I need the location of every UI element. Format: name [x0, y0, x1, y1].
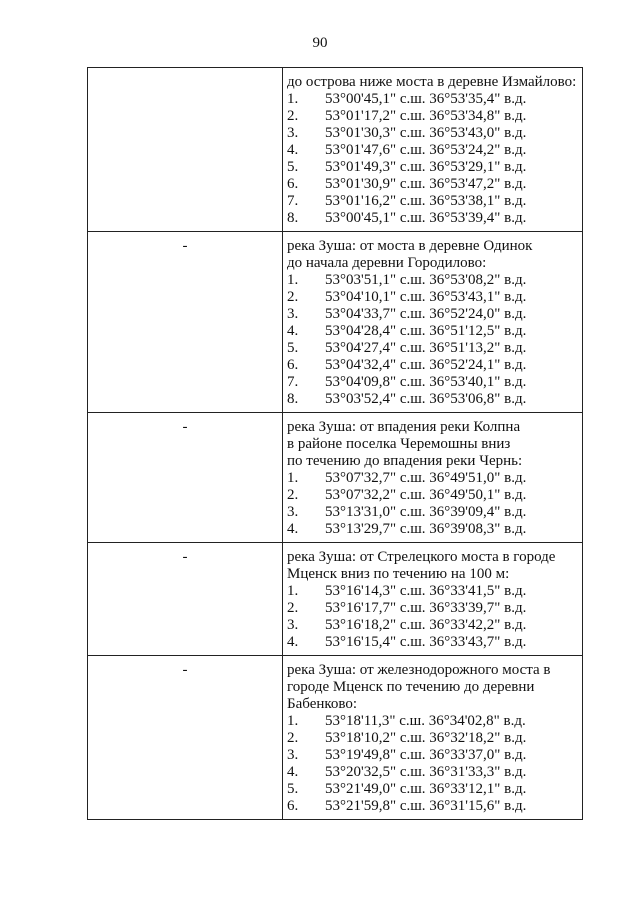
coordinate-value: 53°01'47,6" с.ш. 36°53'24,2" в.д. — [325, 142, 527, 158]
coordinate-index: 5. — [287, 781, 299, 797]
coordinate-item — [287, 289, 578, 306]
coordinate-item — [287, 583, 578, 600]
coordinate-item — [287, 487, 578, 504]
coordinate-value: 53°04'09,8" с.ш. 36°53'40,1" в.д. — [325, 374, 527, 390]
coordinate-item — [287, 521, 578, 538]
section-description-line: река Зуша: от впадения реки Колпна — [287, 419, 521, 435]
coordinate-item — [287, 798, 578, 815]
row-marker — [88, 68, 282, 74]
coordinate-item — [287, 504, 578, 521]
table-body — [88, 68, 583, 820]
coordinate-value: 53°00'45,1" с.ш. 36°53'35,4" в.д. — [325, 91, 527, 107]
coordinate-value: 53°04'28,4" с.ш. 36°51'12,5" в.д. — [325, 323, 527, 339]
coordinate-index: 3. — [287, 125, 299, 141]
coordinate-value: 53°16'18,2" с.ш. 36°33'42,2" в.д. — [325, 617, 527, 633]
coordinate-item — [287, 142, 578, 159]
coordinate-item — [287, 323, 578, 340]
coordinate-index: 1. — [287, 583, 299, 599]
coordinate-item — [287, 357, 578, 374]
page-number: 90 — [312, 35, 328, 51]
coordinate-value: 53°04'27,4" с.ш. 36°51'13,2" в.д. — [325, 340, 527, 356]
coordinate-item — [287, 730, 578, 747]
coordinate-item — [287, 470, 578, 487]
section-description-line: городе Мценск по течению до деревни — [287, 679, 535, 695]
section-description-line: до острова ниже моста в деревне Измайлово: — [287, 74, 577, 90]
coordinates-table — [87, 67, 583, 820]
section-description-line: по течению до впадения реки Чернь: — [287, 453, 523, 469]
coordinate-item — [287, 374, 578, 391]
coordinate-index: 2. — [287, 289, 299, 305]
coordinate-index: 4. — [287, 521, 299, 537]
coordinate-value: 53°07'32,2" с.ш. 36°49'50,1" в.д. — [325, 487, 527, 503]
table-row — [88, 413, 583, 543]
coordinate-index: 6. — [287, 357, 299, 373]
coordinate-item — [287, 634, 578, 651]
coordinate-value: 53°21'59,8" с.ш. 36°31'15,6" в.д. — [325, 798, 527, 814]
coordinate-value: 53°04'10,1" с.ш. 36°53'43,1" в.д. — [325, 289, 527, 305]
coordinate-item — [287, 272, 578, 289]
coordinate-index: 6. — [287, 176, 299, 192]
table-row — [88, 232, 583, 413]
coordinate-value: 53°01'16,2" с.ш. 36°53'38,1" в.д. — [325, 193, 527, 209]
coordinate-value: 53°01'30,9" с.ш. 36°53'47,2" в.д. — [325, 176, 527, 192]
row-marker-cell — [88, 232, 283, 413]
coordinate-index: 4. — [287, 634, 299, 650]
row-marker: - — [182, 549, 188, 565]
coordinate-value: 53°13'31,0" с.ш. 36°39'09,4" в.д. — [325, 504, 527, 520]
coordinate-item — [287, 159, 578, 176]
table-row — [88, 656, 583, 820]
section-description-line: в районе поселка Черемошны вниз — [287, 436, 511, 452]
coordinate-value: 53°21'49,0" с.ш. 36°33'12,1" в.д. — [325, 781, 527, 797]
coordinate-item — [287, 764, 578, 781]
coordinate-item — [287, 125, 578, 142]
coordinate-index: 3. — [287, 504, 299, 520]
coordinate-item — [287, 340, 578, 357]
coordinate-item — [287, 306, 578, 323]
coordinate-value: 53°07'32,7" с.ш. 36°49'51,0" в.д. — [325, 470, 527, 486]
coordinate-index: 3. — [287, 747, 299, 763]
coordinate-index: 8. — [287, 391, 299, 407]
row-marker: - — [182, 238, 188, 254]
row-content-cell — [283, 413, 583, 543]
coordinate-value: 53°01'30,3" с.ш. 36°53'43,0" в.д. — [325, 125, 527, 141]
coordinate-index: 2. — [287, 600, 299, 616]
coordinate-index: 4. — [287, 142, 299, 158]
coordinate-index: 5. — [287, 159, 299, 175]
coordinate-value: 53°19'49,8" с.ш. 36°33'37,0" в.д. — [325, 747, 527, 763]
row-marker: - — [182, 419, 188, 435]
row-content-cell — [283, 543, 583, 656]
section-description-line: река Зуша: от моста в деревне Одинок — [287, 238, 533, 254]
coordinate-item — [287, 391, 578, 408]
section-description-line: Мценск вниз по течению на 100 м: — [287, 566, 510, 582]
coordinate-value: 53°18'11,3" с.ш. 36°34'02,8" в.д. — [325, 713, 526, 729]
section-description-line: река Зуша: от железнодорожного моста в — [287, 662, 551, 678]
coordinate-item — [287, 781, 578, 798]
coordinate-index: 3. — [287, 617, 299, 633]
coordinate-value: 53°20'32,5" с.ш. 36°31'33,3" в.д. — [325, 764, 527, 780]
section-description-line: Бабенково: — [287, 696, 358, 712]
table-row — [88, 543, 583, 656]
section-description-line: река Зуша: от Стрелецкого моста в городе — [287, 549, 556, 565]
row-marker-cell — [88, 413, 283, 543]
coordinate-item — [287, 176, 578, 193]
coordinate-value: 53°00'45,1" с.ш. 36°53'39,4" в.д. — [325, 210, 527, 226]
coordinate-item — [287, 91, 578, 108]
coordinate-index: 1. — [287, 91, 299, 107]
coordinate-value: 53°13'29,7" с.ш. 36°39'08,3" в.д. — [325, 521, 527, 537]
coordinate-index: 7. — [287, 374, 299, 390]
coordinate-value: 53°01'49,3" с.ш. 36°53'29,1" в.д. — [325, 159, 527, 175]
row-marker-cell — [88, 656, 283, 820]
coordinate-index: 4. — [287, 764, 299, 780]
section-description-line: до начала деревни Городилово: — [287, 255, 487, 271]
coordinate-index: 5. — [287, 340, 299, 356]
coordinate-item — [287, 617, 578, 634]
row-marker-cell — [88, 543, 283, 656]
coordinate-value: 53°16'15,4" с.ш. 36°33'43,7" в.д. — [325, 634, 527, 650]
coordinate-index: 2. — [287, 487, 299, 503]
coordinate-item — [287, 713, 578, 730]
coordinate-value: 53°04'33,7" с.ш. 36°52'24,0" в.д. — [325, 306, 527, 322]
coordinate-index: 1. — [287, 470, 299, 486]
row-content-cell — [283, 68, 583, 232]
coordinate-item — [287, 108, 578, 125]
coordinate-item — [287, 600, 578, 617]
coordinate-item — [287, 193, 578, 210]
coordinate-index: 1. — [287, 713, 299, 729]
coordinate-item — [287, 210, 578, 227]
coordinate-value: 53°16'17,7" с.ш. 36°33'39,7" в.д. — [325, 600, 527, 616]
coordinate-value: 53°04'32,4" с.ш. 36°52'24,1" в.д. — [325, 357, 527, 373]
coordinate-item — [287, 747, 578, 764]
coordinate-index: 4. — [287, 323, 299, 339]
row-marker: - — [182, 662, 188, 678]
row-marker-cell — [88, 68, 283, 232]
coordinate-index: 3. — [287, 306, 299, 322]
coordinate-value: 53°18'10,2" с.ш. 36°32'18,2" в.д. — [325, 730, 527, 746]
coordinate-index: 6. — [287, 798, 299, 814]
coordinate-index: 8. — [287, 210, 299, 226]
coordinate-value: 53°16'14,3" с.ш. 36°33'41,5" в.д. — [325, 583, 527, 599]
coordinate-index: 7. — [287, 193, 299, 209]
coordinate-value: 53°03'52,4" с.ш. 36°53'06,8" в.д. — [325, 391, 527, 407]
row-content-cell — [283, 232, 583, 413]
coordinate-index: 1. — [287, 272, 299, 288]
coordinate-value: 53°03'51,1" с.ш. 36°53'08,2" в.д. — [325, 272, 527, 288]
table-row — [88, 68, 583, 232]
row-content-cell — [283, 656, 583, 820]
coordinate-index: 2. — [287, 730, 299, 746]
coordinate-index: 2. — [287, 108, 299, 124]
coordinate-value: 53°01'17,2" с.ш. 36°53'34,8" в.д. — [325, 108, 527, 124]
